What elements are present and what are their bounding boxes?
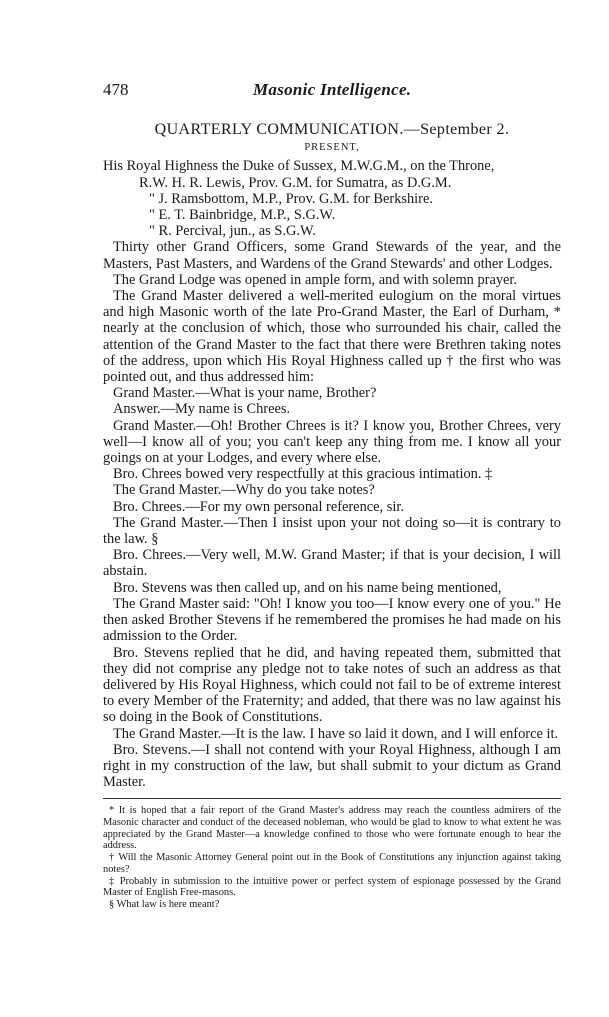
dialogue-line: Grand Master.—What is your name, Brother? [113,385,377,402]
section-title: QUARTERLY COMMUNICATION.—September 2. [154,121,510,138]
dialogue-line: Bro. Chrees bowed very respectfully at this gracious intimation. ‡ [113,466,493,483]
dialogue-line: The Grand Master.—Then I insist upon your not doing so—it is contrary to the law. § [103,514,561,548]
footnote: ‡ Probably in submission to the intuitive power or perfect system of espionage possessed by the Grand Master of English Free-masons. [103,875,561,899]
dialogue-line: The Grand Master.—Why do you take notes? [113,482,375,499]
dialogue-line: Bro. Stevens.—I shall not contend with your Royal Highness, although I am right in my construction of the law, but shall submit to your dictum as Grand Master. [103,741,561,791]
attendance-line: " R. Percival, jun., as S.G.W. [149,223,316,240]
dialogue-line: The Grand Master.—It is the law. I have so laid it down, and I will enforce it. [113,725,559,742]
footnote: * It is hoped that a fair report of the Grand Master's address may reach the countless admirers of the Masonic character and conduct of the deceased nobleman, who would be glad to know to what extent he was appreciated by the Grand Master—a knowledge confined to those who were fortunate enough to hear the address. [103,805,561,852]
present-heading: PRESENT, [304,142,360,154]
dialogue-line: Answer.—My name is Chrees. [113,401,291,418]
body-paragraph: The Grand Master said: "Oh! I know you too—I know every one of you." He then asked Brother Stevens if he remembered the promises he had made on his admission to the Order. [103,595,561,645]
attendance-line: R.W. H. R. Lewis, Prov. G.M. for Sumatra, as D.G.M. [139,174,452,191]
dialogue-line: Grand Master.—Oh! Brother Chrees is it? I know you, Brother Chrees, very well—I know all of you; you can't keep any thing from me. I know all your goings on at your Lodges, and every where else. [103,417,561,467]
attendance-line: " E. T. Bainbridge, M.P., S.G.W. [149,207,336,224]
body-paragraph: Bro. Stevens replied that he did, and having repeated them, submitted that they did not comprise any pledge not to take notes of such an address as that delivered by His Royal Highness, which could not fail to be of extreme interest to every Member of the Fraternity; and added, that there was no law against his so doing in the Book of Constitutions. [103,644,561,726]
body-paragraph: Bro. Stevens was then called up, and on his name being mentioned, [113,579,502,596]
body-paragraph: The Grand Lodge was opened in ample form, and with solemn prayer. [113,271,518,288]
attendance-line: " J. Ramsbottom, M.P., Prov. G.M. for Berkshire. [149,190,433,207]
dialogue-line: Bro. Chrees.—Very well, M.W. Grand Master; if that is your decision, I will abstain. [103,547,561,580]
article-body [103,122,561,911]
footnotes [103,805,561,910]
footnote: † Will the Masonic Attorney General point out in the Book of Constitutions any injunction against taking notes? [103,852,561,875]
dialogue-line: Bro. Chrees.—For my own personal reference, sir. [113,498,404,515]
body-paragraph: The Grand Master delivered a well-merited eulogium on the moral virtues and high Masonic worth of the late Pro-Grand Master, the Earl of Durham, * nearly at the conclusion of which, those who surrounded his chair, called the attention of the Grand Master to the fact that there were Brethren taking notes of the address, upon which His Royal Highness called up † the first who was pointed out, and thus addressed him: [103,288,561,386]
attendance-line: His Royal Highness the Duke of Sussex, M.W.G.M., on the Throne, [103,158,495,175]
page-header [103,80,561,100]
running-head: Masonic Intelligence. [253,80,412,99]
footnote: § What law is here meant? [109,898,220,910]
page-number: 478 [103,80,129,99]
footnote-divider [103,798,561,799]
body-paragraph: Thirty other Grand Officers, some Grand Stewards of the year, and the Masters, Past Masters, and Wardens of the Grand Stewards' and other Lodges. [103,239,561,272]
